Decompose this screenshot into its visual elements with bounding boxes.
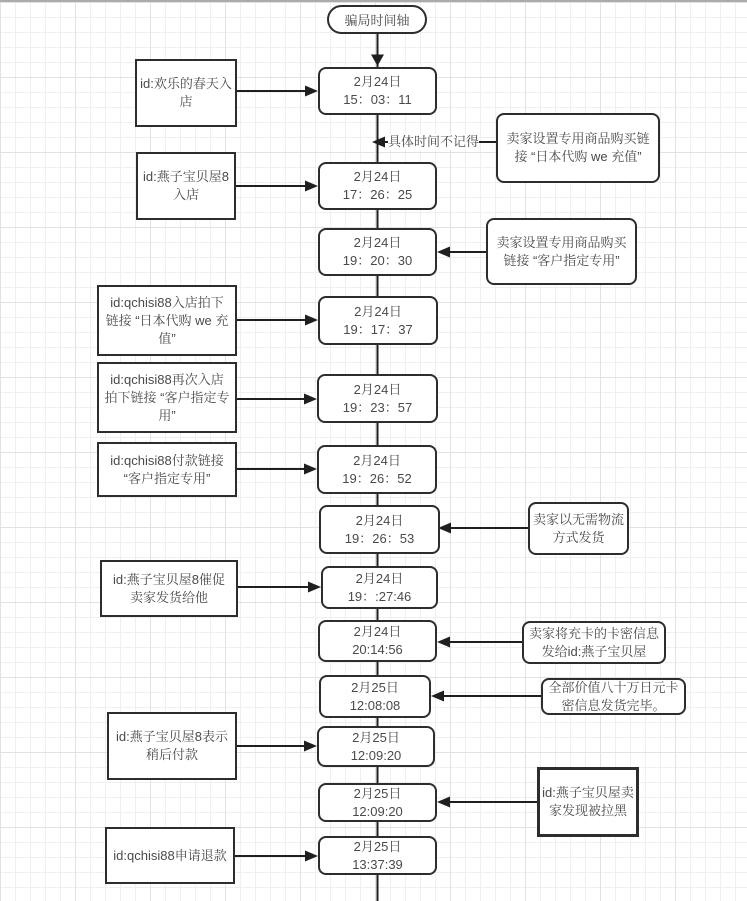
right-note-all-codes-shipped: 全部价值八十万日元卡密信息发货完毕。 [541,678,686,715]
node-time: 19：17：37 [343,321,413,337]
node-time: 19：20：30 [342,253,413,268]
left-note-qchisi88-order-customer-link: id:qchisi88再次入店拍下链接 “客户指定专用” [97,362,237,433]
node-date: 2月25日 [352,729,400,745]
right-note-seller-setup-japan-link: 卖家设置专用商品购买链接 “日本代购 we 充值” [496,113,660,183]
timeline-node [318,620,437,662]
node-time: 12:09:20 [352,803,403,819]
node-time: 15：03：11 [343,92,412,107]
diagram-title: 骗局时间轴 [327,5,427,34]
node-date: 2月25日 [353,785,402,801]
node-time: 13:37:39 [352,856,403,872]
arrowhead-right-icon [304,741,317,752]
node-date: 2月24日 [353,624,402,639]
node-date: 2月24日 [353,235,402,250]
timeline-node [318,228,437,276]
left-note-yanzi-enter-shop: id:燕子宝贝屋8入店 [136,152,236,220]
left-note-huanle-enter-shop: id:欢乐的春天入店 [135,59,237,127]
node-date: 2月24日 [355,570,404,586]
left-note-yanzi-pay-later: id:燕子宝贝屋8表示稍后付款 [107,712,237,780]
arrowhead-right-icon [304,464,317,475]
arrowhead-right-icon [308,582,321,593]
timeline-node [318,162,437,210]
node-time: 19：23：57 [342,399,413,415]
node-date: 2月24日 [353,381,402,397]
arrowhead-right-icon [305,851,318,862]
right-note-seller-blacklisted: id:燕子宝贝屋卖家发现被拉黑 [537,767,639,837]
node-time: 12:08:08 [349,697,401,713]
left-connectors [235,86,321,862]
arrowhead-right-icon [305,315,318,326]
timeline-node [317,374,438,423]
arrowhead-left-icon [372,137,385,148]
node-date: 2月25日 [351,679,399,695]
node-date: 2月24日 [353,452,401,468]
timeline-node [318,783,437,822]
timeline-node [319,505,440,554]
node-time: 19：:27:46 [347,588,412,604]
timeline-node [317,726,435,767]
timeline-node [318,67,437,115]
node-time: 17：26：25 [342,187,413,202]
timeline-node [318,296,438,345]
node-date: 2月24日 [355,512,404,528]
timeline-node [321,566,438,609]
left-note-qchisi88-refund-request: id:qchisi88申请退款 [105,827,235,884]
left-note-qchisi88-payment: id:qchisi88付款链接 “客户指定专用” [97,442,237,497]
arrowhead-right-icon [305,86,318,97]
timeline-node [319,675,431,718]
arrowhead-right-icon [305,181,318,192]
edge-label-time-unknown: 具体时间不记得 [388,134,480,149]
node-date: 2月25日 [353,838,402,854]
arrowhead-left-icon [437,637,450,648]
right-note-seller-ship-no-logistics: 卖家以无需物流方式发货 [528,502,629,555]
timeline-node [318,836,437,875]
node-date: 2月24日 [353,74,402,89]
left-note-qchisi88-order-japan-link: id:qchisi88入店拍下链接 “日本代购 we 充值” [97,285,237,356]
arrowhead-left-icon [431,691,444,702]
spine-arrowhead-down-icon [371,55,384,67]
node-time: 19：26：53 [344,530,415,546]
node-time: 20:14:56 [352,642,403,657]
right-note-seller-send-card-codes: 卖家将充卡的卡密信息发给id:燕子宝贝屋 [522,621,666,664]
arrowhead-left-icon [437,797,450,808]
arrowhead-right-icon [304,394,317,405]
timeline-node [317,445,437,494]
right-note-seller-setup-customer-link: 卖家设置专用商品购买链接 “客户指定专用” [486,218,637,285]
arrowhead-left-icon [437,247,450,258]
node-time: 12:09:20 [350,747,402,763]
node-time: 19：26：52 [342,470,412,486]
left-note-yanzi-urge-shipping: id:燕子宝贝屋8催促卖家发货给他 [100,560,238,617]
node-date: 2月24日 [353,169,402,184]
node-date: 2月24日 [354,303,402,319]
